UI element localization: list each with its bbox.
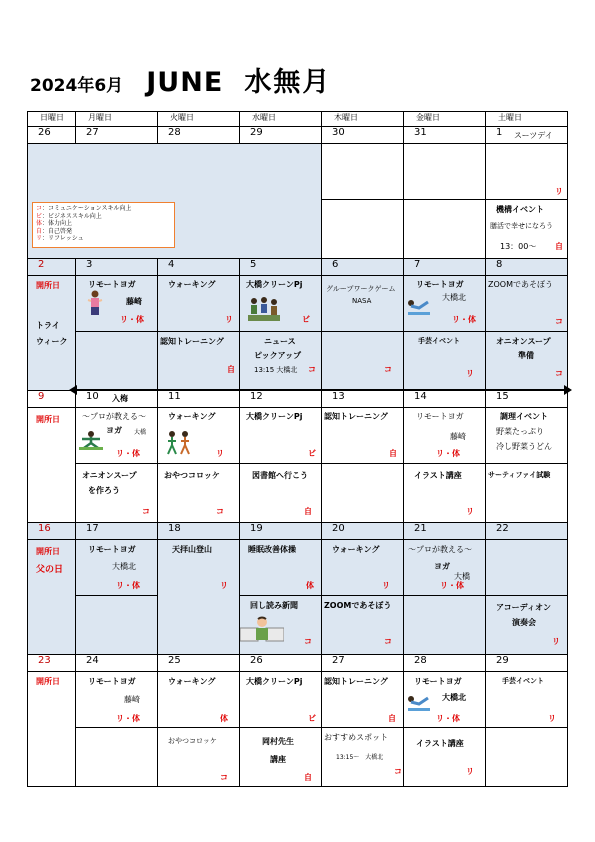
event-subtitle: 講座 <box>270 755 286 764</box>
date-cell: 12 <box>240 391 322 408</box>
event-title: 睡眠改善体操 <box>248 545 296 554</box>
event-cell <box>76 408 158 464</box>
category-mark: ビ <box>302 315 310 324</box>
yoga-person-icon <box>86 290 104 322</box>
category-mark: リ <box>555 187 563 196</box>
category-mark: 自 <box>389 449 397 458</box>
suit-day-note: スーツデイ <box>514 131 553 140</box>
sunday-cell <box>28 276 76 391</box>
date-cell: 26 <box>28 127 76 144</box>
event-title: グループワークゲーム <box>326 285 396 293</box>
event-cell <box>76 672 158 728</box>
sunday-cell <box>28 672 76 787</box>
event-title: リモートヨガ <box>88 545 136 554</box>
event-cell <box>486 596 568 655</box>
category-mark: 自 <box>304 507 312 516</box>
event-subtitle: NASA <box>352 297 372 305</box>
category-mark: 体 <box>220 714 228 723</box>
calendar-header <box>30 60 331 99</box>
legend-item: 自：自己啓発 <box>36 227 73 235</box>
empty-cell <box>322 464 404 523</box>
past-days-block <box>28 144 322 259</box>
date-cell: 8 <box>486 259 568 276</box>
category-mark: リ・体 <box>116 581 140 590</box>
event-title: リモートヨガ <box>88 677 136 686</box>
event-cell <box>158 728 240 787</box>
event-title: ヨガ <box>434 562 450 571</box>
event-title: ～プロが教える～ <box>408 545 472 554</box>
event-row <box>28 276 568 332</box>
location: 大橋北 <box>442 293 466 302</box>
event-cell <box>404 672 486 728</box>
event-title: リモートヨガ <box>88 280 136 289</box>
date-cell: 13 <box>322 391 404 408</box>
event-title: ウォーキング <box>332 545 380 554</box>
month-english: JUNE <box>146 67 224 98</box>
event-title: イラスト講座 <box>416 739 464 748</box>
yoga-pose-icon <box>406 298 432 320</box>
category-mark: リ <box>552 637 560 646</box>
event-title: おすすめスポット <box>324 733 389 742</box>
rainy-season-note: 入梅 <box>112 394 128 403</box>
event-cell <box>240 332 322 391</box>
event-title: オニオンスープ <box>496 337 551 346</box>
empty-cell <box>404 596 486 655</box>
category-mark: コ <box>555 369 563 378</box>
event-title: 天拝山登山 <box>172 545 212 554</box>
category-mark: リ <box>466 767 474 776</box>
event-title: ～プロが教える～ <box>82 412 146 421</box>
category-mark: コ <box>308 365 316 374</box>
event-cell <box>240 728 322 787</box>
date-row <box>28 523 568 540</box>
event-cell <box>404 276 486 332</box>
sunday-cell <box>28 408 76 523</box>
date-cell: 3 <box>76 259 158 276</box>
empty-cell <box>76 728 158 787</box>
date-cell: 19 <box>240 523 322 540</box>
event-cell <box>158 672 240 728</box>
event-cell <box>404 728 486 787</box>
event-cell <box>486 144 568 200</box>
date-cell: 26 <box>240 655 322 672</box>
event-title: 手芸イベント <box>418 337 460 345</box>
cleanup-group-icon <box>248 296 280 326</box>
date-cell: 23 <box>28 655 76 672</box>
event-cell <box>158 408 240 464</box>
category-mark: コ <box>394 767 402 776</box>
event-title: サーティファイ試験 <box>488 471 551 479</box>
date-cell: 9 <box>28 391 76 408</box>
event-row <box>28 408 568 464</box>
event-subtitle: を作ろう <box>88 486 120 495</box>
date-cell: 30 <box>322 127 404 144</box>
date-cell: 28 <box>404 655 486 672</box>
empty-cell <box>404 144 486 200</box>
event-subtitle: 膳活で幸せになろう <box>490 222 553 230</box>
weekday-row <box>28 112 568 127</box>
event-subtitle: 準備 <box>518 351 534 360</box>
date-cell: 7 <box>404 259 486 276</box>
event-title: 機構イベント <box>496 205 544 214</box>
category-mark: リ・体 <box>436 714 460 723</box>
date-cell: 25 <box>158 655 240 672</box>
date-row <box>28 259 568 276</box>
date-cell: 4 <box>158 259 240 276</box>
event-row <box>28 728 568 787</box>
event-title: 大橋クリーンPj <box>246 280 303 289</box>
event-cell <box>158 540 240 655</box>
event-title: ウィーク <box>36 337 68 346</box>
weekday-fri: 金曜日 <box>404 112 486 127</box>
category-mark: 自 <box>555 242 563 251</box>
event-cell <box>322 408 404 464</box>
yoga-pose-icon <box>78 430 104 454</box>
event-cell <box>486 332 568 391</box>
event-title: ピックアップ <box>254 351 302 360</box>
event-cell <box>158 464 240 523</box>
date-cell: 11 <box>158 391 240 408</box>
event-title: 調理イベント <box>500 412 548 421</box>
fathers-day-label: 父の日 <box>36 565 64 575</box>
event-cell <box>486 276 568 332</box>
event-cell <box>486 200 568 259</box>
date-row <box>28 391 568 408</box>
event-time: 13:15～ 大橋北 <box>336 754 384 761</box>
event-cell <box>322 540 404 596</box>
event-title: 大橋クリーンPj <box>246 412 303 421</box>
date-cell: 17 <box>76 523 158 540</box>
event-cell <box>240 408 322 464</box>
category-mark: リ・体 <box>116 714 140 723</box>
legend-item: 体：体力向上 <box>36 220 73 227</box>
event-cell <box>76 276 158 332</box>
date-cell: 20 <box>322 523 404 540</box>
category-mark: リ <box>548 714 556 723</box>
weekday-thu: 木曜日 <box>322 112 404 127</box>
event-title: 認知トレーニング <box>160 337 224 346</box>
closed-day-label: 開所日 <box>36 415 60 424</box>
event-subtitle: 演奏会 <box>512 618 536 627</box>
location: 大橋北 <box>112 562 136 571</box>
event-cell <box>240 276 322 332</box>
empty-cell <box>486 540 568 596</box>
weekday-wed: 水曜日 <box>240 112 322 127</box>
category-mark: リ <box>382 581 390 590</box>
event-cell <box>486 672 568 728</box>
event-title: ウォーキング <box>168 412 216 421</box>
empty-cell <box>76 596 158 655</box>
date-cell <box>486 127 568 144</box>
event-title: ZOOMであそぼう <box>324 601 392 610</box>
weekday-tue: 火曜日 <box>158 112 240 127</box>
event-title: アコーディオン <box>496 603 551 612</box>
category-mark: リ <box>466 369 474 378</box>
event-title: ニュース <box>264 337 296 346</box>
event-cell <box>240 672 322 728</box>
event-cell <box>240 540 322 596</box>
weekday-sat: 土曜日 <box>486 112 568 127</box>
closed-day-label: 開所日 <box>36 677 60 686</box>
event-row <box>28 332 568 391</box>
location: 藤崎 <box>124 695 140 704</box>
category-mark: コ <box>555 317 563 326</box>
category-mark: リ <box>216 449 224 458</box>
event-cell <box>322 672 404 728</box>
event-title: 岡村先生 <box>262 737 294 746</box>
event-row <box>28 144 568 200</box>
event-title: おやつコロッケ <box>164 471 220 480</box>
category-mark: リ <box>466 507 474 516</box>
date-cell: 16 <box>28 523 76 540</box>
category-legend <box>32 202 175 248</box>
date-cell: 29 <box>486 655 568 672</box>
event-cell <box>240 464 322 523</box>
category-mark: リ・体 <box>120 315 144 324</box>
date-row <box>28 655 568 672</box>
event-title: ZOOMであそぼう <box>488 280 553 289</box>
calendar-table <box>27 111 568 787</box>
weekday-mon: 月曜日 <box>76 112 158 127</box>
event-cell <box>322 276 404 332</box>
date-cell: 27 <box>76 127 158 144</box>
empty-cell <box>486 728 568 787</box>
event-title: 図書館へ行こう <box>252 471 308 480</box>
event-cell <box>240 596 322 655</box>
event-title: リモートヨガ <box>414 677 462 686</box>
event-title: ヨガ <box>106 426 122 435</box>
location: 藤崎 <box>126 297 142 306</box>
event-cell <box>404 540 486 596</box>
event-row <box>28 540 568 596</box>
event-cell <box>76 464 158 523</box>
event-subtitle: 野菜たっぷり <box>496 427 544 436</box>
date-cell: 29 <box>240 127 322 144</box>
date-cell: 5 <box>240 259 322 276</box>
event-title: ウォーキング <box>168 280 216 289</box>
date-cell <box>76 391 158 408</box>
category-mark: 自 <box>388 714 396 723</box>
date-cell: 22 <box>486 523 568 540</box>
event-cell <box>76 540 158 596</box>
category-mark: リ・体 <box>436 449 460 458</box>
newspaper-reading-icon <box>240 616 284 648</box>
location: 大橋北 <box>442 693 466 702</box>
empty-cell <box>404 200 486 259</box>
legend-item: ビ：ビジネススキル向上 <box>36 212 102 220</box>
date-cell: 31 <box>404 127 486 144</box>
date-number: 10 <box>86 391 99 402</box>
event-cell <box>322 332 404 391</box>
event-subtitle: 冷し野菜うどん <box>496 442 552 451</box>
event-cell <box>486 464 568 523</box>
date-cell: 18 <box>158 523 240 540</box>
event-cell <box>158 332 240 391</box>
date-cell: 6 <box>322 259 404 276</box>
event-title: 認知トレーニング <box>324 412 388 421</box>
event-title: オニオンスープ <box>82 471 137 480</box>
category-mark: コ <box>384 637 392 646</box>
event-time: 13：00～ <box>500 242 537 251</box>
year-month: 2024年6月 <box>30 76 124 96</box>
event-row <box>28 672 568 728</box>
yoga-pose-icon <box>406 694 432 716</box>
event-title: おやつコロッケ <box>168 737 217 745</box>
category-mark: 自 <box>227 365 235 374</box>
event-cell <box>322 728 404 787</box>
category-mark: リ・体 <box>452 315 476 324</box>
event-row <box>28 596 568 655</box>
date-cell: 2 <box>28 259 76 276</box>
category-mark: コ <box>384 365 392 374</box>
event-cell <box>486 408 568 464</box>
event-cell <box>404 464 486 523</box>
closed-day-label: 開所日 <box>36 547 60 556</box>
empty-cell <box>322 200 404 259</box>
date-cell: 27 <box>322 655 404 672</box>
category-mark: コ <box>220 773 228 782</box>
empty-cell <box>322 144 404 200</box>
try-week-arrow <box>75 389 566 391</box>
date-cell: 15 <box>486 391 568 408</box>
date-cell: 24 <box>76 655 158 672</box>
date-cell: 28 <box>158 127 240 144</box>
empty-cell <box>76 332 158 391</box>
event-title: リモートヨガ <box>416 280 464 289</box>
date-cell: 14 <box>404 391 486 408</box>
location: 大橋 <box>134 429 147 436</box>
category-mark: ビ <box>308 449 316 458</box>
category-mark: リ <box>220 581 228 590</box>
closed-day-label: 開所日 <box>36 281 60 290</box>
event-title: 認知トレーニング <box>324 677 388 686</box>
event-title: 手芸イベント <box>502 677 544 685</box>
category-mark: リ・体 <box>116 449 140 458</box>
month-japanese: 水無月 <box>244 67 332 98</box>
date-cell: 21 <box>404 523 486 540</box>
event-title: イラスト講座 <box>414 471 462 480</box>
category-mark: 自 <box>304 773 312 782</box>
event-title: 回し読み新聞 <box>250 601 298 610</box>
category-mark: 体 <box>306 581 314 590</box>
location: 藤崎 <box>450 432 466 441</box>
event-cell <box>322 596 404 655</box>
event-time: 13:15 大橋北 <box>254 366 298 374</box>
category-mark: リ <box>225 315 233 324</box>
sunday-cell <box>28 540 76 655</box>
event-title: リモートヨガ <box>416 412 464 421</box>
category-mark: コ <box>216 507 224 516</box>
legend-item: リ：リフレッシュ <box>36 235 84 242</box>
category-mark: ビ <box>308 714 316 723</box>
walking-people-icon <box>164 430 194 460</box>
event-title: ウォーキング <box>168 677 216 686</box>
category-mark: リ・体 <box>440 581 464 590</box>
category-mark: コ <box>142 507 150 516</box>
event-cell <box>404 408 486 464</box>
weekday-sun: 日曜日 <box>28 112 76 127</box>
event-title: トライ <box>36 321 60 330</box>
event-cell <box>404 332 486 391</box>
location: 大橋 <box>454 572 470 581</box>
event-cell <box>158 276 240 332</box>
event-row <box>28 464 568 523</box>
date-row <box>28 127 568 144</box>
event-title: 大橋クリーンPj <box>246 677 303 686</box>
category-mark: コ <box>304 637 312 646</box>
date-number: 1 <box>496 127 503 138</box>
legend-item: コ：コミュニケーションスキル向上 <box>36 205 132 212</box>
